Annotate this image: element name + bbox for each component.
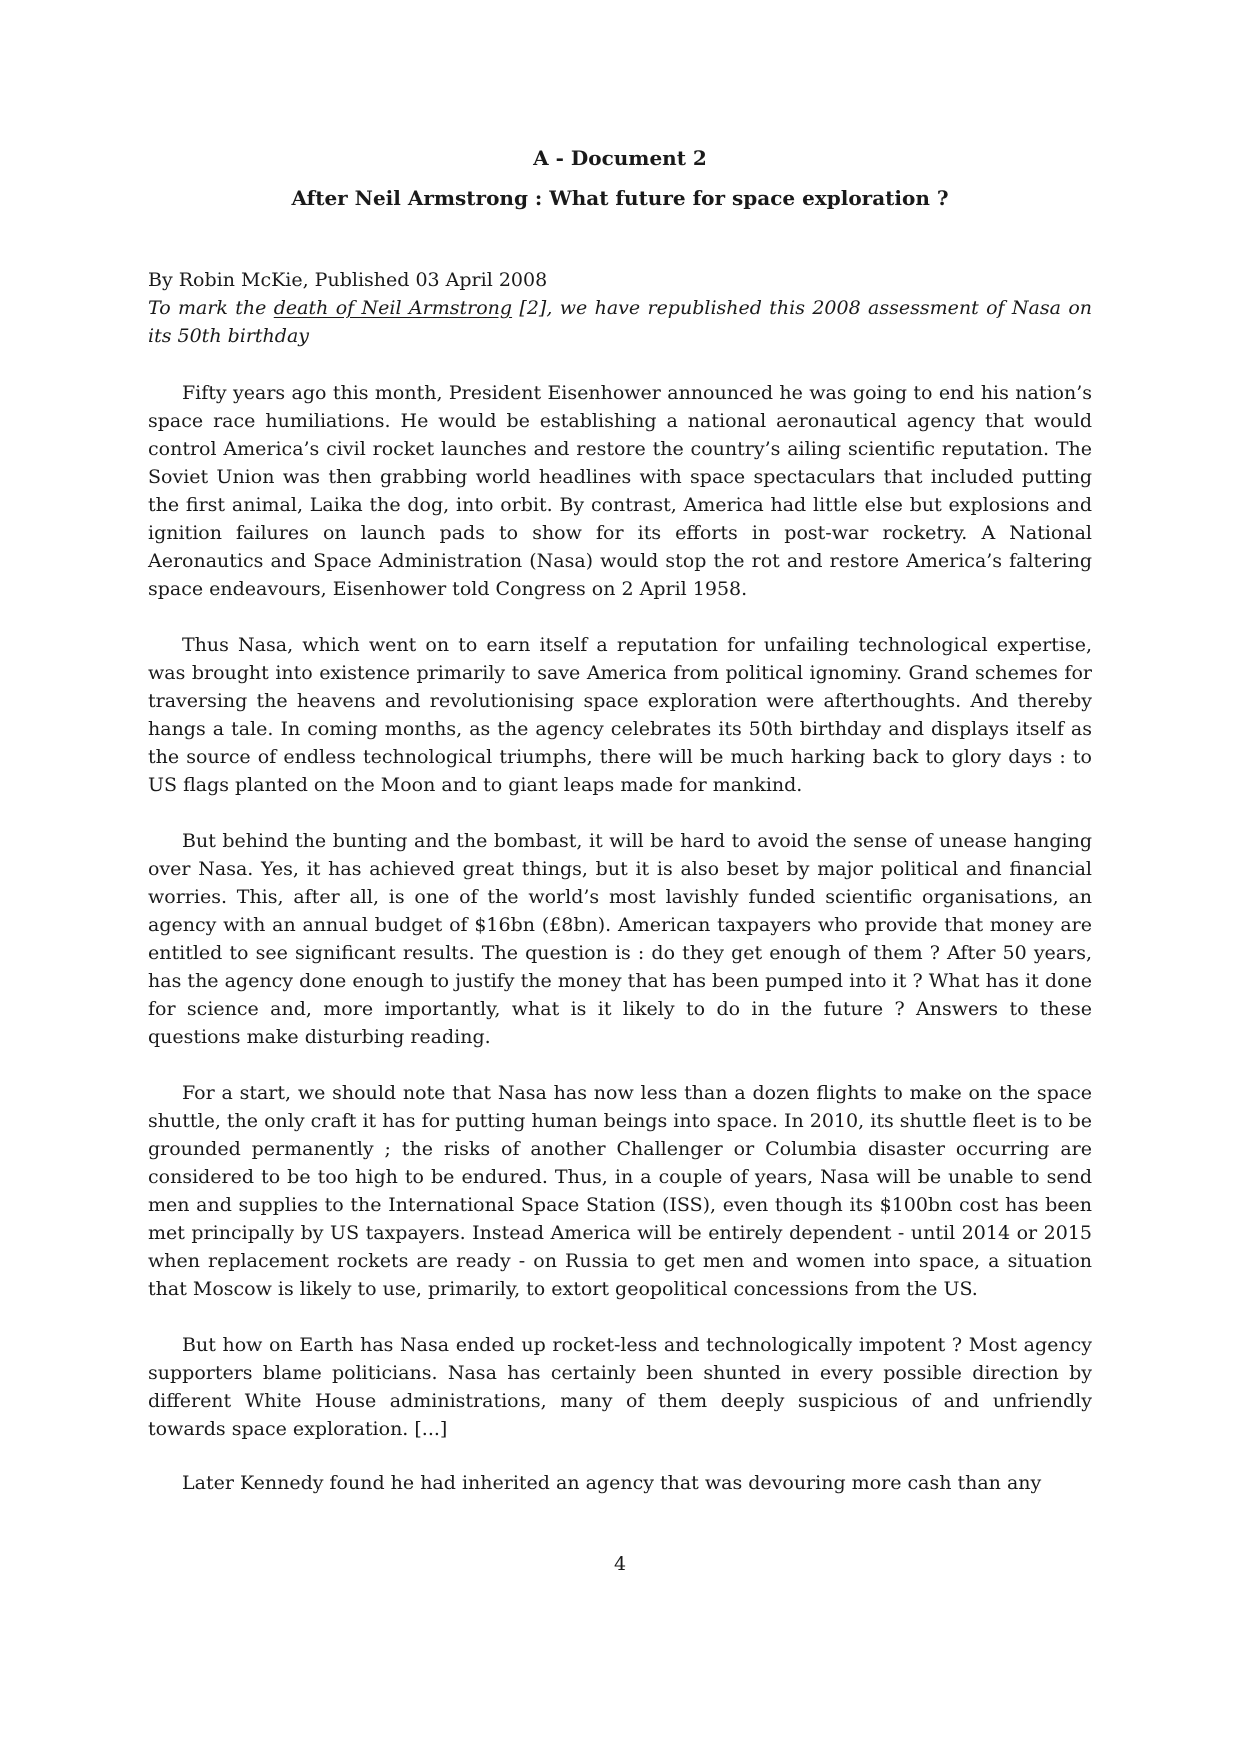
paragraph-2: Thus Nasa, which went on to earn itself a reputation for unfailing technological expertise, was brought into existence primarily to save America from political ignominy. Grand schemes for traversing the heavens and revolutionising space exploration were afterthoughts. And thereby hangs a tale. In coming months, as the agency celebrates its 50th birthday and displays itself as the source of endless technological triumphs, there will be much harking back to glory days : to US flags planted on the Moon and to giant leaps made for mankind.	[148, 634, 1092, 796]
page-number: 4	[613, 1553, 627, 1575]
editor-note-prefix: To mark the	[148, 297, 274, 319]
paragraph-5: But how on Earth has Nasa ended up rocket-less and technologically impotent ? Most agency supporters blame politicians. Nasa has certainly been shunted in every possible direction by different White House administrations, many of them deeply suspicious of and unfriendly towards space exploration. [...]	[148, 1334, 1092, 1440]
paragraph-1: Fifty years ago this month, President Eisenhower announced he was going to end his nation’s space race humiliations. He would be establishing a national aeronautical agency that would control America’s civil rocket launches and restore the country’s ailing scientific reputation. The Soviet Union was then grabbing world headlines with space spectaculars that included putting the first animal, Laika the dog, into orbit. By contrast, America had little else but explosions and ignition failures on launch pads to show for its efforts in post-war rocketry. A National Aeronautics and Space Administration (Nasa) would stop the rot and restore America’s faltering space endeavours, Eisenhower told Congress on 2 April 1958.	[148, 382, 1092, 600]
paragraph-4: For a start, we should note that Nasa has now less than a dozen flights to make on the space shuttle, the only craft it has for putting human beings into space. In 2010, its shuttle fleet is to be grounded permanently ; the risks of another Challenger or Columbia disaster occurring are considered to be too high to be endured. Thus, in a couple of years, Nasa will be unable to send men and supplies to the International Space Station (ISS), even though its $100bn cost has been met principally by US taxpayers. Instead America will be entirely dependent - until 2014 or 2015 when replacement rockets are ready - on Russia to get men and women into space, a situation that Moscow is likely to use, primarily, to extort geopolitical concessions from the US.	[148, 1082, 1092, 1300]
paragraph-3: But behind the bunting and the bombast, it will be hard to avoid the sense of unease hanging over Nasa. Yes, it has achieved great things, but it is also beset by major political and financial worries. This, after all, is one of the world’s most lavishly funded scientific organisations, an agency with an annual budget of $16bn (£8bn). American taxpayers who provide that money are entitled to see significant results. The question is : do they get enough of them ? After 50 years, has the agency done enough to justify the money that has been pumped into it ? What has it done for science and, more importantly, what is it likely to do in the future ? Answers to these questions make disturbing reading.	[148, 830, 1092, 1048]
death-of-neil-armstrong-link[interactable]: death of Neil Armstrong	[273, 297, 513, 319]
editor-note-suffix: [2], we have republished this 2008 assessment of Nasa on its 50th birthday	[148, 297, 1092, 347]
editor-note	[148, 294, 1092, 350]
byline: By Robin McKie, Published 03 April 2008	[148, 269, 548, 291]
document-title: A - Document 2	[533, 146, 707, 170]
document-subtitle: After Neil Armstrong : What future for space exploration ?	[291, 186, 949, 210]
article-body	[148, 266, 1092, 1497]
paragraph-6: Later Kennedy found he had inherited an agency that was devouring more cash than any	[182, 1472, 1042, 1494]
